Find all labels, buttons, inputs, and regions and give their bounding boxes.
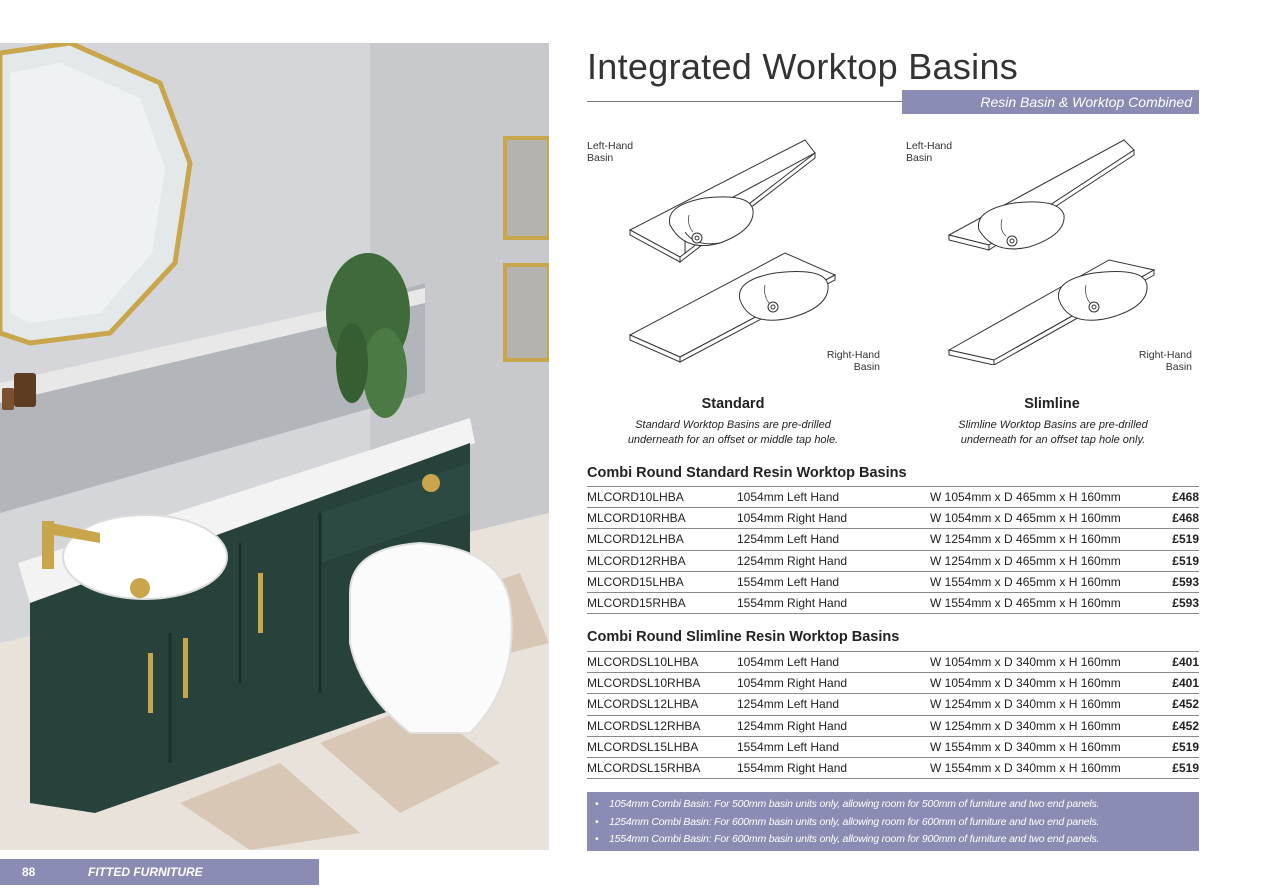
table-row	[587, 571, 1199, 592]
table-row	[587, 757, 1199, 778]
note-item: • 1254mm Combi Basin: For 600mm basin units only, allowing room for 600mm of furniture and two end panels.	[595, 814, 1199, 832]
product-code: MLCORD15RHBA	[587, 592, 737, 613]
desc-line: Slimline Worktop Basins are pre-drilled	[958, 419, 1148, 431]
label-line: Right-Hand	[1138, 349, 1192, 361]
table-row	[587, 736, 1199, 757]
table-row	[587, 487, 1199, 508]
desc-line: underneath for an offset tap hole only.	[960, 434, 1146, 446]
product-code: MLCORDSL10RHBA	[587, 673, 737, 694]
product-description: 1254mm Right Hand	[737, 715, 930, 736]
desc-line: Standard Worktop Basins are pre-drilled	[635, 419, 831, 431]
section-name: FITTED FURNITURE	[88, 865, 203, 879]
label-line: Basin	[853, 361, 880, 373]
product-price: £519	[1150, 736, 1199, 757]
product-description: 1054mm Left Hand	[737, 652, 930, 673]
notes-box	[587, 792, 1199, 851]
standard-title: Standard	[701, 396, 765, 412]
product-price: £593	[1150, 592, 1199, 613]
product-price: £593	[1150, 571, 1199, 592]
page-number: 88	[22, 865, 36, 879]
label-line: Basin	[587, 152, 614, 164]
product-description: 1554mm Right Hand	[737, 757, 930, 778]
product-description: 1054mm Left Hand	[737, 487, 930, 508]
note-item: • 1054mm Combi Basin: For 500mm basin units only, allowing room for 500mm of furniture and two end panels.	[595, 796, 1199, 814]
product-dimensions: W 1054mm x D 340mm x H 160mm	[930, 673, 1150, 694]
standard-description	[593, 418, 873, 448]
label-line: Left-Hand	[587, 140, 634, 152]
product-dimensions: W 1054mm x D 465mm x H 160mm	[930, 508, 1150, 529]
product-price: £401	[1150, 652, 1199, 673]
product-dimensions: W 1054mm x D 465mm x H 160mm	[930, 487, 1150, 508]
table-row	[587, 508, 1199, 529]
product-dimensions: W 1254mm x D 465mm x H 160mm	[930, 529, 1150, 550]
product-price: £519	[1150, 529, 1199, 550]
table-row	[587, 550, 1199, 571]
standard-price-table	[587, 486, 1199, 614]
product-code: MLCORD12LHBA	[587, 529, 737, 550]
product-description: 1054mm Right Hand	[737, 673, 930, 694]
product-description: 1554mm Right Hand	[737, 592, 930, 613]
product-price: £452	[1150, 694, 1199, 715]
subtitle-banner: Resin Basin & Worktop Combined	[902, 90, 1199, 114]
label-line: Left-Hand	[906, 140, 953, 152]
label-line: Right-Hand	[826, 349, 880, 361]
product-price: £468	[1150, 487, 1199, 508]
product-dimensions: W 1254mm x D 340mm x H 160mm	[930, 715, 1150, 736]
product-code: MLCORD10LHBA	[587, 487, 737, 508]
product-dimensions: W 1554mm x D 465mm x H 160mm	[930, 592, 1150, 613]
product-description: 1254mm Left Hand	[737, 694, 930, 715]
product-description: 1554mm Left Hand	[737, 571, 930, 592]
product-code: MLCORDSL12RHBA	[587, 715, 737, 736]
bathroom-photo	[0, 43, 549, 850]
title-rule	[587, 101, 903, 102]
product-dimensions: W 1254mm x D 340mm x H 160mm	[930, 694, 1150, 715]
product-code: MLCORD15LHBA	[587, 571, 737, 592]
product-description: 1054mm Right Hand	[737, 508, 930, 529]
table-row	[587, 592, 1199, 613]
table-row	[587, 673, 1199, 694]
standard-right-hand-label	[822, 349, 880, 373]
product-price: £519	[1150, 757, 1199, 778]
slimline-basin-diagram	[944, 135, 1164, 365]
standard-table-title: Combi Round Standard Resin Worktop Basins	[587, 465, 907, 481]
table-row	[587, 694, 1199, 715]
product-price: £401	[1150, 673, 1199, 694]
slimline-table-title: Combi Round Slimline Resin Worktop Basins	[587, 629, 900, 645]
product-price: £519	[1150, 550, 1199, 571]
product-code: MLCORD10RHBA	[587, 508, 737, 529]
product-dimensions: W 1254mm x D 465mm x H 160mm	[930, 550, 1150, 571]
product-dimensions: W 1554mm x D 340mm x H 160mm	[930, 757, 1150, 778]
product-code: MLCORDSL15RHBA	[587, 757, 737, 778]
slimline-title: Slimline	[1024, 396, 1080, 412]
product-code: MLCORD12RHBA	[587, 550, 737, 571]
table-row	[587, 652, 1199, 673]
slimline-description	[913, 418, 1193, 448]
standard-basin-diagram	[625, 135, 845, 365]
product-description: 1554mm Left Hand	[737, 736, 930, 757]
page-title: Integrated Worktop Basins	[587, 46, 1019, 87]
product-code: MLCORDSL15LHBA	[587, 736, 737, 757]
product-price: £468	[1150, 508, 1199, 529]
product-dimensions: W 1054mm x D 340mm x H 160mm	[930, 652, 1150, 673]
slimline-right-hand-label	[1134, 349, 1192, 373]
desc-line: underneath for an offset or middle tap hole.	[627, 434, 839, 446]
footer-bar	[0, 859, 319, 885]
table-row	[587, 529, 1199, 550]
product-description: 1254mm Left Hand	[737, 529, 930, 550]
product-price: £452	[1150, 715, 1199, 736]
product-description: 1254mm Right Hand	[737, 550, 930, 571]
label-line: Basin	[1165, 361, 1192, 373]
table-row	[587, 715, 1199, 736]
product-code: MLCORDSL12LHBA	[587, 694, 737, 715]
product-code: MLCORDSL10LHBA	[587, 652, 737, 673]
note-item: • 1554mm Combi Basin: For 600mm basin units only, allowing room for 900mm of furniture and two end panels.	[595, 831, 1199, 849]
label-line: Basin	[906, 152, 933, 164]
slimline-price-table	[587, 651, 1199, 779]
product-dimensions: W 1554mm x D 340mm x H 160mm	[930, 736, 1150, 757]
product-dimensions: W 1554mm x D 465mm x H 160mm	[930, 571, 1150, 592]
